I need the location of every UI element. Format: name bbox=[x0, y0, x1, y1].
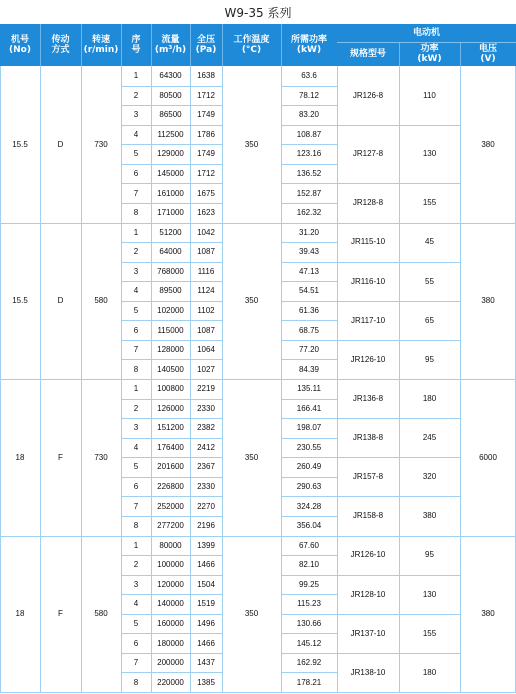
grid-line bbox=[0, 66, 1, 692]
power-required-cell: 78.12 bbox=[298, 90, 320, 100]
flow-cell: 200000 bbox=[157, 658, 184, 668]
power-required-cell: 61.36 bbox=[298, 305, 320, 315]
flow-cell: 64300 bbox=[159, 71, 182, 81]
flow-cell: 80000 bbox=[159, 540, 182, 550]
header-flow: 流量 (m³/h) bbox=[151, 24, 190, 66]
pressure-cell: 1519 bbox=[197, 599, 215, 609]
grid-line bbox=[281, 575, 337, 576]
grid-line bbox=[399, 66, 400, 692]
motor-power-cell: 55 bbox=[425, 276, 434, 286]
power-required-cell: 63.6 bbox=[301, 71, 317, 81]
temp-cell: 350 bbox=[244, 296, 259, 306]
pressure-cell: 1786 bbox=[197, 129, 215, 139]
seq-cell: 4 bbox=[133, 286, 139, 296]
temp-cell: 350 bbox=[244, 609, 259, 619]
pressure-cell: 1027 bbox=[197, 364, 215, 374]
seq-cell: 2 bbox=[133, 90, 139, 100]
power-required-cell: 230.55 bbox=[296, 442, 322, 452]
power-required-cell: 178.21 bbox=[296, 677, 322, 687]
flow-cell: 51200 bbox=[159, 227, 182, 237]
grid-line bbox=[281, 555, 337, 556]
grid-line bbox=[222, 66, 223, 692]
pressure-cell: 1087 bbox=[197, 247, 215, 257]
grid-line bbox=[121, 516, 222, 517]
power-required-cell: 290.63 bbox=[296, 482, 322, 491]
grid-line bbox=[281, 183, 337, 184]
pressure-cell: 1712 bbox=[197, 169, 215, 178]
grid-line bbox=[121, 575, 222, 576]
flow-cell: 180000 bbox=[157, 638, 184, 648]
grid-line bbox=[281, 320, 337, 321]
power-required-cell: 108.87 bbox=[296, 129, 322, 139]
seq-cell: 2 bbox=[133, 403, 139, 413]
grid-line bbox=[121, 183, 222, 184]
motor-model-cell: JR116-10 bbox=[350, 276, 386, 286]
grid-line bbox=[121, 144, 222, 145]
seq-cell: 6 bbox=[133, 325, 139, 335]
seq-cell: 5 bbox=[133, 618, 139, 628]
grid-line bbox=[222, 24, 223, 66]
seq-cell: 2 bbox=[133, 247, 139, 257]
flow-cell: 100000 bbox=[157, 560, 184, 570]
motor-power-cell: 180 bbox=[422, 667, 437, 677]
power-required-cell: 115.23 bbox=[297, 599, 321, 609]
header-machine-no: 机号 (No) bbox=[0, 24, 40, 66]
seq-cell: 4 bbox=[133, 599, 139, 609]
grid-line bbox=[281, 301, 337, 302]
flow-cell: 145000 bbox=[157, 169, 184, 178]
grid-line bbox=[281, 144, 337, 145]
pressure-cell: 1385 bbox=[197, 677, 215, 687]
header-power-required: 所需功率 (kW) bbox=[281, 24, 337, 66]
header-temp: 工作温度 (°C) bbox=[222, 24, 281, 66]
drive-mode-cell: F bbox=[58, 452, 63, 462]
grid-line bbox=[121, 66, 122, 692]
grid-line bbox=[460, 42, 461, 66]
seq-cell: 6 bbox=[133, 638, 139, 648]
power-required-cell: 145.12 bbox=[296, 638, 322, 648]
grid-line bbox=[281, 496, 337, 497]
motor-model-cell: JR158-8 bbox=[352, 511, 384, 521]
pressure-cell: 1087 bbox=[197, 325, 215, 335]
power-required-cell: 68.75 bbox=[298, 325, 320, 335]
grid-line bbox=[281, 614, 337, 615]
flow-cell: 129000 bbox=[157, 149, 184, 159]
header-drive-mode: 传动 方式 bbox=[40, 24, 81, 66]
flow-cell: 102000 bbox=[157, 305, 184, 315]
grid-line bbox=[337, 42, 516, 43]
motor-power-cell: 320 bbox=[422, 472, 437, 482]
flow-cell: 140500 bbox=[157, 364, 184, 374]
seq-cell: 5 bbox=[133, 305, 139, 315]
seq-cell: 3 bbox=[133, 423, 139, 433]
grid-line bbox=[121, 262, 222, 263]
motor-power-cell: 45 bbox=[425, 237, 434, 247]
power-required-cell: 166.41 bbox=[296, 403, 322, 413]
grid-line bbox=[121, 496, 222, 497]
motor-power-cell: 95 bbox=[425, 354, 434, 364]
grid-line bbox=[190, 66, 191, 692]
machine-no-cell: 15.5 bbox=[12, 296, 28, 306]
power-required-cell: 39.43 bbox=[298, 247, 320, 257]
grid-line bbox=[81, 24, 82, 66]
grid-line bbox=[121, 86, 222, 87]
grid-line bbox=[121, 125, 222, 126]
grid-line bbox=[121, 477, 222, 478]
machine-no-cell: 18 bbox=[15, 452, 25, 462]
grid-line bbox=[281, 672, 337, 673]
grid-line bbox=[281, 125, 337, 126]
motor-model-cell: JR136-8 bbox=[352, 393, 384, 403]
pressure-cell: 2330 bbox=[197, 482, 215, 491]
flow-cell: 160000 bbox=[157, 618, 184, 628]
motor-power-cell: 110 bbox=[423, 90, 436, 100]
voltage-cell: 380 bbox=[481, 609, 495, 619]
pressure-cell: 2219 bbox=[197, 384, 215, 394]
voltage-cell: 380 bbox=[481, 296, 495, 306]
grid-line bbox=[121, 320, 222, 321]
seq-cell: 1 bbox=[133, 227, 139, 237]
grid-line bbox=[151, 24, 152, 66]
grid-line bbox=[281, 281, 337, 282]
motor-model-cell: JR128-8 bbox=[352, 198, 384, 208]
grid-line bbox=[121, 614, 222, 615]
voltage-cell: 6000 bbox=[479, 452, 497, 462]
grid-line bbox=[281, 359, 337, 360]
speed-cell: 730 bbox=[94, 452, 108, 462]
seq-cell: 4 bbox=[133, 442, 139, 452]
grid-line bbox=[151, 66, 152, 692]
motor-power-cell: 155 bbox=[422, 198, 437, 208]
grid-line bbox=[121, 399, 222, 400]
header-speed: 转速 (r/min) bbox=[81, 24, 121, 66]
grid-line bbox=[121, 242, 222, 243]
flow-cell: 86500 bbox=[159, 110, 182, 120]
grid-line bbox=[281, 86, 337, 87]
seq-cell: 3 bbox=[133, 266, 139, 276]
seq-cell: 8 bbox=[133, 521, 139, 531]
grid-line bbox=[40, 24, 41, 66]
flow-cell: 100800 bbox=[157, 384, 184, 394]
pressure-cell: 1496 bbox=[197, 618, 215, 628]
power-required-cell: 162.92 bbox=[296, 658, 322, 668]
motor-power-cell: 380 bbox=[422, 511, 437, 521]
header-motor-model: 规格型号 bbox=[337, 42, 399, 66]
flow-cell: 161000 bbox=[157, 188, 184, 198]
power-required-cell: 54.51 bbox=[298, 286, 320, 296]
pressure-cell: 1042 bbox=[197, 227, 215, 237]
grid-line bbox=[281, 516, 337, 517]
flow-cell: 120000 bbox=[157, 579, 184, 589]
flow-cell: 201600 bbox=[157, 462, 184, 472]
grid-line bbox=[190, 24, 191, 66]
speed-cell: 580 bbox=[94, 296, 108, 306]
power-required-cell: 136.52 bbox=[296, 169, 322, 178]
motor-model-cell: JR117-10 bbox=[350, 315, 386, 325]
seq-cell: 1 bbox=[133, 384, 139, 394]
pressure-cell: 1116 bbox=[197, 266, 215, 276]
speed-cell: 730 bbox=[94, 139, 108, 149]
power-required-cell: 77.20 bbox=[298, 345, 320, 355]
grid-line bbox=[337, 66, 338, 692]
drive-mode-cell: D bbox=[57, 139, 64, 149]
pressure-cell: 1712 bbox=[197, 90, 215, 100]
grid-line bbox=[281, 340, 337, 341]
grid-line bbox=[81, 66, 82, 692]
power-required-cell: 123.16 bbox=[296, 149, 322, 159]
motor-model-cell: JR128-10 bbox=[350, 589, 386, 599]
pressure-cell: 1749 bbox=[197, 149, 215, 159]
grid-line bbox=[0, 692, 516, 693]
power-required-cell: 47.13 bbox=[298, 266, 320, 276]
header-motor-power: 功率 (kW) bbox=[399, 42, 460, 66]
grid-line bbox=[281, 203, 337, 204]
seq-cell: 5 bbox=[133, 462, 139, 472]
header-motor-group: 电动机 bbox=[337, 24, 516, 42]
pressure-cell: 1675 bbox=[197, 188, 215, 198]
grid-line bbox=[281, 399, 337, 400]
grid-line bbox=[121, 653, 222, 654]
flow-cell: 80500 bbox=[159, 90, 182, 100]
power-required-cell: 31.20 bbox=[298, 227, 320, 237]
motor-model-cell: JR115-10 bbox=[350, 237, 386, 247]
voltage-cell: 380 bbox=[481, 139, 495, 149]
grid-line bbox=[281, 653, 337, 654]
motor-model-cell: JR126-8 bbox=[352, 90, 384, 100]
temp-cell: 350 bbox=[244, 139, 259, 149]
grid-line bbox=[281, 594, 337, 595]
flow-cell: 277200 bbox=[157, 521, 184, 531]
power-required-cell: 152.87 bbox=[296, 188, 322, 198]
temp-cell: 350 bbox=[244, 452, 259, 462]
grid-line bbox=[121, 418, 222, 419]
seq-cell: 7 bbox=[133, 345, 139, 355]
seq-cell: 5 bbox=[133, 149, 139, 159]
motor-model-cell: JR126-10 bbox=[350, 354, 386, 364]
pressure-cell: 2382 bbox=[197, 423, 215, 433]
grid-line bbox=[40, 66, 41, 692]
pressure-cell: 2270 bbox=[197, 501, 215, 511]
seq-cell: 4 bbox=[133, 129, 139, 139]
seq-cell: 3 bbox=[133, 579, 139, 589]
flow-cell: 171000 bbox=[157, 208, 184, 218]
motor-model-cell: JR138-8 bbox=[352, 433, 384, 443]
grid-line bbox=[121, 438, 222, 439]
seq-cell: 8 bbox=[133, 208, 139, 218]
grid-line bbox=[281, 477, 337, 478]
drive-mode-cell: F bbox=[58, 609, 63, 619]
motor-power-cell: 180 bbox=[422, 393, 437, 403]
drive-mode-cell: D bbox=[57, 296, 64, 306]
motor-model-cell: JR157-8 bbox=[352, 472, 384, 482]
seq-cell: 6 bbox=[133, 482, 139, 491]
seq-cell: 7 bbox=[133, 188, 139, 198]
seq-cell: 8 bbox=[133, 364, 139, 374]
seq-cell: 1 bbox=[133, 71, 139, 81]
grid-line bbox=[121, 555, 222, 556]
motor-power-cell: 65 bbox=[425, 315, 434, 325]
grid-line bbox=[399, 42, 400, 66]
pressure-cell: 1399 bbox=[197, 540, 215, 550]
power-required-cell: 324.28 bbox=[296, 501, 322, 511]
grid-line bbox=[121, 340, 222, 341]
seq-cell: 3 bbox=[133, 110, 139, 120]
grid-line bbox=[121, 203, 222, 204]
flow-cell: 768000 bbox=[157, 266, 184, 276]
flow-cell: 151200 bbox=[157, 423, 184, 433]
grid-line bbox=[281, 24, 282, 66]
flow-cell: 89500 bbox=[159, 286, 182, 296]
grid-line bbox=[121, 457, 222, 458]
power-required-cell: 67.60 bbox=[298, 540, 320, 550]
pressure-cell: 1623 bbox=[197, 208, 215, 218]
seq-cell: 7 bbox=[133, 501, 139, 511]
grid-line bbox=[121, 633, 222, 634]
grid-line bbox=[121, 281, 222, 282]
grid-line bbox=[281, 438, 337, 439]
speed-cell: 580 bbox=[94, 609, 108, 619]
pressure-cell: 2196 bbox=[197, 521, 215, 531]
grid-line bbox=[281, 164, 337, 165]
grid-line bbox=[281, 242, 337, 243]
grid-line bbox=[281, 633, 337, 634]
seq-cell: 6 bbox=[133, 169, 139, 178]
pressure-cell: 1466 bbox=[197, 560, 215, 570]
table-title: W9-35 系列 bbox=[224, 6, 292, 20]
grid-line bbox=[121, 24, 122, 66]
seq-cell: 2 bbox=[133, 560, 139, 570]
motor-model-cell: JR126-10 bbox=[350, 550, 386, 560]
power-required-cell: 260.49 bbox=[296, 462, 322, 472]
pressure-cell: 1124 bbox=[197, 286, 215, 296]
grid-line bbox=[121, 105, 222, 106]
power-required-cell: 356.04 bbox=[296, 521, 322, 531]
machine-no-cell: 15.5 bbox=[12, 139, 28, 149]
pressure-cell: 1466 bbox=[197, 638, 215, 648]
grid-line bbox=[281, 418, 337, 419]
flow-cell: 252000 bbox=[157, 501, 184, 511]
grid-line bbox=[121, 594, 222, 595]
grid-line bbox=[121, 301, 222, 302]
flow-cell: 112500 bbox=[157, 129, 184, 139]
grid-line bbox=[281, 262, 337, 263]
pressure-cell: 2367 bbox=[197, 462, 215, 472]
header-seq: 序 号 bbox=[121, 24, 151, 66]
machine-no-cell: 18 bbox=[15, 609, 25, 619]
flow-cell: 126000 bbox=[157, 403, 184, 413]
flow-cell: 220000 bbox=[157, 677, 184, 687]
pressure-cell: 2412 bbox=[197, 442, 215, 452]
power-required-cell: 198.07 bbox=[296, 423, 322, 433]
motor-model-cell: JR137-10 bbox=[350, 628, 386, 638]
flow-cell: 115000 bbox=[157, 325, 184, 335]
pressure-cell: 1749 bbox=[197, 110, 215, 120]
flow-cell: 140000 bbox=[157, 599, 184, 609]
flow-cell: 226800 bbox=[157, 482, 184, 491]
header-pressure: 全压 (Pa) bbox=[190, 24, 222, 66]
motor-power-cell: 130 bbox=[422, 589, 437, 599]
grid-line bbox=[121, 672, 222, 673]
motor-power-cell: 245 bbox=[422, 433, 437, 443]
pressure-cell: 2330 bbox=[197, 403, 215, 413]
grid-line bbox=[281, 66, 282, 692]
seq-cell: 8 bbox=[133, 677, 139, 687]
motor-model-cell: JR138-10 bbox=[350, 667, 386, 677]
grid-line bbox=[281, 457, 337, 458]
power-required-cell: 130.66 bbox=[296, 618, 322, 628]
motor-power-cell: 95 bbox=[425, 550, 434, 560]
motor-power-cell: 130 bbox=[422, 149, 437, 159]
motor-power-cell: 155 bbox=[422, 628, 437, 638]
grid-line bbox=[281, 105, 337, 106]
flow-cell: 176400 bbox=[157, 442, 184, 452]
motor-model-cell: JR127-8 bbox=[352, 149, 384, 159]
power-required-cell: 82.10 bbox=[298, 560, 320, 570]
grid-line bbox=[121, 164, 222, 165]
fan-spec-table bbox=[0, 24, 516, 692]
flow-cell: 64000 bbox=[159, 247, 182, 257]
pressure-cell: 1504 bbox=[197, 579, 215, 589]
pressure-cell: 1102 bbox=[197, 305, 215, 315]
power-required-cell: 135.11 bbox=[297, 384, 321, 394]
power-required-cell: 84.39 bbox=[298, 364, 320, 374]
power-required-cell: 99.25 bbox=[298, 579, 320, 589]
power-required-cell: 83.20 bbox=[298, 110, 320, 120]
flow-cell: 128000 bbox=[157, 345, 184, 355]
pressure-cell: 1638 bbox=[197, 71, 215, 81]
pressure-cell: 1437 bbox=[197, 658, 215, 668]
header-voltage: 电压 (V) bbox=[460, 42, 516, 66]
grid-line bbox=[121, 359, 222, 360]
seq-cell: 1 bbox=[133, 540, 139, 550]
seq-cell: 7 bbox=[133, 658, 139, 668]
power-required-cell: 162.32 bbox=[296, 208, 322, 218]
pressure-cell: 1064 bbox=[197, 345, 215, 355]
grid-line bbox=[460, 66, 461, 692]
